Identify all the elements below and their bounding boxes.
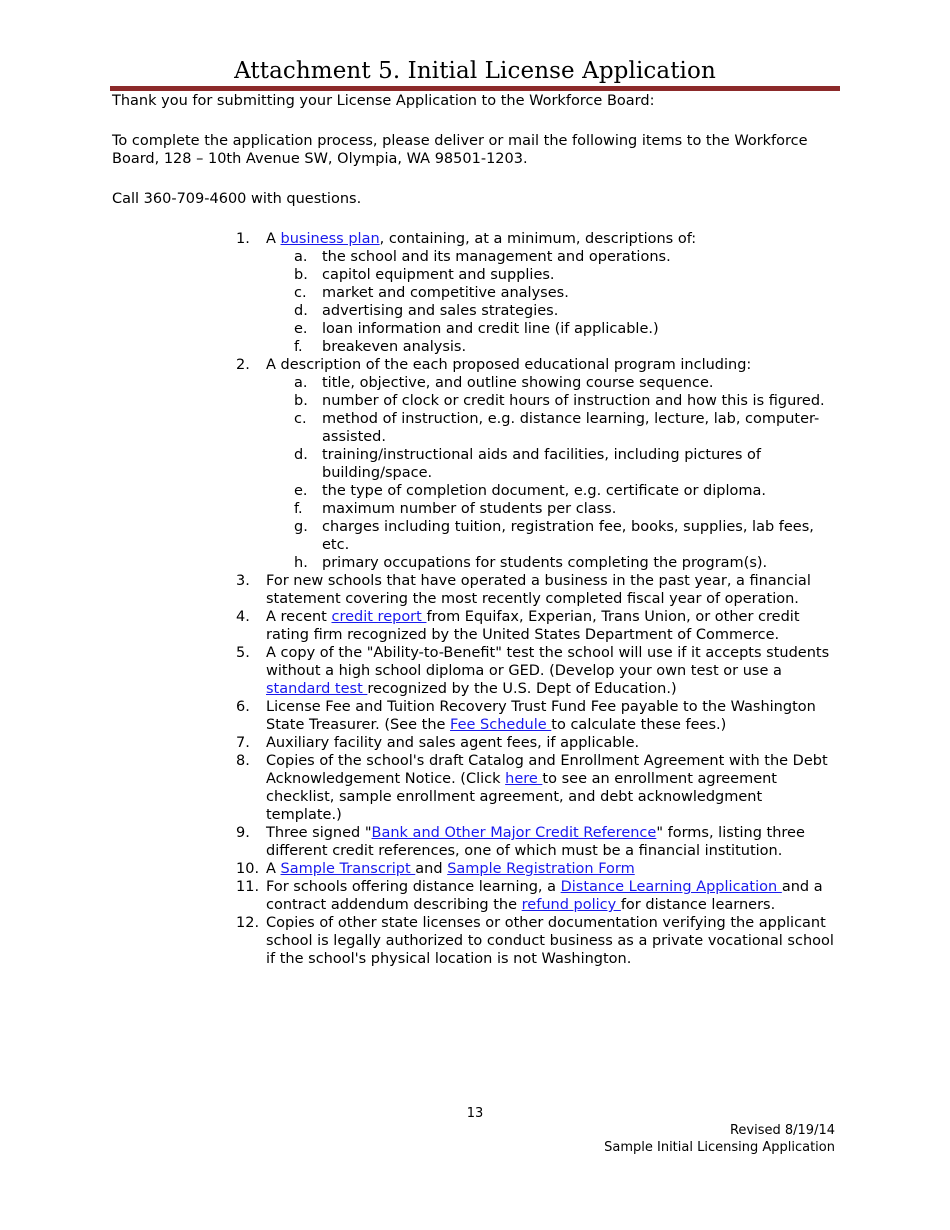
sub-list-item bbox=[0, 338, 950, 356]
document-link[interactable]: standard test bbox=[266, 681, 368, 697]
document-link[interactable]: Bank and Other Major Credit Reference bbox=[371, 825, 657, 841]
list-item-text-run: " forms, listing three different credit references, one of which must be a financial institution. bbox=[266, 825, 805, 859]
sub-list-item bbox=[0, 500, 950, 518]
list-item bbox=[0, 914, 950, 968]
footer-revised: Revised 8/19/14 bbox=[729, 1123, 835, 1138]
list-item-text bbox=[266, 860, 836, 878]
list-item-number: 2. bbox=[236, 357, 250, 373]
sub-list-item-text: the school and its management and operations. bbox=[322, 249, 671, 265]
list-item-text-run: A description of the each proposed educational program including: bbox=[266, 357, 752, 373]
sub-list-item-text: number of clock or credit hours of instruction and how this is figured. bbox=[322, 393, 825, 409]
list-item-text-run: A bbox=[266, 231, 281, 247]
sub-list-item-letter: c. bbox=[294, 411, 307, 427]
sub-list-item-text: training/instructional aids and facilities, including pictures of building/space. bbox=[322, 447, 761, 481]
sub-list-item bbox=[0, 266, 950, 284]
list-item-text-run: Copies of other state licenses or other documentation verifying the applicant school is legally authorized to conduct business as a private vocational school if the school's physical location is not Washington. bbox=[266, 915, 834, 967]
sub-list-item-letter: h. bbox=[294, 555, 308, 571]
list-item bbox=[0, 644, 950, 698]
sub-list-item bbox=[0, 320, 950, 338]
sub-list-item bbox=[0, 518, 950, 554]
sub-list-item bbox=[0, 410, 950, 446]
list-item-number: 4. bbox=[236, 609, 250, 625]
intro-thanks: Thank you for submitting your License Application to the Workforce Board: bbox=[112, 93, 655, 109]
list-item bbox=[0, 572, 950, 608]
sub-list-item-letter: e. bbox=[294, 483, 308, 499]
sub-list-item-letter: d. bbox=[294, 303, 308, 319]
sub-list-item-text: charges including tuition, registration fee, books, supplies, lab fees, etc. bbox=[322, 519, 814, 553]
sub-list-item-text: maximum number of students per class. bbox=[322, 501, 617, 517]
list-item-number: 1. bbox=[236, 231, 250, 247]
list-item bbox=[0, 878, 950, 914]
sub-list-item bbox=[0, 284, 950, 302]
list-item-text-run: Copies of the school's draft Catalog and Enrollment Agreement with the Debt Acknowledgement Notice. (Click bbox=[266, 753, 828, 787]
sub-list-item-text: capitol equipment and supplies. bbox=[322, 267, 555, 283]
list-item-text bbox=[266, 698, 836, 734]
list-item bbox=[0, 824, 950, 860]
sub-list-item-letter: e. bbox=[294, 321, 308, 337]
list-item bbox=[0, 752, 950, 824]
list-item-text-run: License Fee and Tuition Recovery Trust Fund Fee payable to the Washington State Treasurer. (See the bbox=[266, 699, 816, 733]
sub-list-item bbox=[0, 374, 950, 392]
sub-list-item-letter: g. bbox=[294, 519, 308, 535]
list-item-text bbox=[266, 230, 836, 248]
page-number: 13 bbox=[466, 1106, 484, 1121]
sub-list-item-text: market and competitive analyses. bbox=[322, 285, 569, 301]
list-item-number: 7. bbox=[236, 735, 250, 751]
list-item-text bbox=[266, 752, 836, 824]
list-item-number: 9. bbox=[236, 825, 250, 841]
list-item-text-run: to see an enrollment agreement checklist, sample enrollment agreement, and debt acknowledgment template.) bbox=[266, 771, 777, 823]
list-item-text-run: , containing, at a minimum, descriptions of: bbox=[379, 231, 697, 247]
list-item-text bbox=[266, 734, 836, 752]
list-item bbox=[0, 356, 950, 374]
sub-list-item-letter: f. bbox=[294, 501, 303, 517]
list-item bbox=[0, 230, 950, 248]
document-link[interactable]: business plan bbox=[280, 231, 380, 247]
document-link[interactable]: Sample Registration Form bbox=[447, 861, 635, 877]
footer-document-name: Sample Initial Licensing Application bbox=[604, 1140, 835, 1155]
sub-list-item-text: breakeven analysis. bbox=[322, 339, 467, 355]
document-link[interactable]: Distance Learning Application bbox=[560, 879, 782, 895]
sub-list-item-letter: d. bbox=[294, 447, 308, 463]
sub-list-item bbox=[0, 482, 950, 500]
requirements-list bbox=[0, 230, 950, 968]
sub-list-item-text: advertising and sales strategies. bbox=[322, 303, 559, 319]
sub-list-item-text: the type of completion document, e.g. certificate or diploma. bbox=[322, 483, 766, 499]
list-item-text-run: for distance learners. bbox=[620, 897, 776, 913]
list-item-text bbox=[266, 356, 836, 374]
sub-list-item-letter: a. bbox=[294, 249, 308, 265]
document-link[interactable]: refund policy bbox=[521, 897, 621, 913]
sub-list-item bbox=[0, 446, 950, 482]
sub-list-item-text: title, objective, and outline showing course sequence. bbox=[322, 375, 714, 391]
list-item-text-run: recognized by the U.S. Dept of Education.) bbox=[367, 681, 677, 697]
intro-deliver: To complete the application process, please deliver or mail the following items to the Workforce Board, 128 – 10th Avenue SW, Olympia, WA 98501-1203. bbox=[112, 133, 808, 167]
list-item-number: 11. bbox=[236, 879, 260, 895]
list-item bbox=[0, 860, 950, 878]
list-item-text bbox=[266, 644, 836, 698]
list-item-text bbox=[266, 914, 836, 968]
list-item-text bbox=[266, 608, 836, 644]
list-item-text-run: Auxiliary facility and sales agent fees, if applicable. bbox=[266, 735, 640, 751]
list-item-text-run: For schools offering distance learning, a bbox=[266, 879, 561, 895]
list-item-text bbox=[266, 572, 836, 608]
list-item-text-run: to calculate these fees.) bbox=[551, 717, 727, 733]
list-item-number: 6. bbox=[236, 699, 250, 715]
document-link[interactable]: Fee Schedule bbox=[450, 717, 552, 733]
sub-list-item bbox=[0, 248, 950, 266]
list-item-text bbox=[266, 824, 836, 860]
sub-list-item-text: loan information and credit line (if applicable.) bbox=[322, 321, 659, 337]
sub-list-item-letter: c. bbox=[294, 285, 307, 301]
title-rule bbox=[110, 86, 840, 91]
list-item-number: 8. bbox=[236, 753, 250, 769]
list-item-number: 12. bbox=[236, 915, 260, 931]
list-item-text bbox=[266, 878, 836, 914]
sub-list-item-text: method of instruction, e.g. distance learning, lecture, lab, computer-assisted. bbox=[322, 411, 820, 445]
sub-list-item-text: primary occupations for students completing the program(s). bbox=[322, 555, 768, 571]
page-title: Attachment 5. Initial License Application bbox=[234, 58, 716, 84]
document-link[interactable]: credit report bbox=[331, 609, 427, 625]
list-item-text-run: A copy of the "Ability-to-Benefit" test the school will use if it accepts students without a high school diploma or GED. (Develop your own test or use a bbox=[266, 645, 830, 679]
sub-list-item-letter: b. bbox=[294, 393, 308, 409]
sub-list-item-letter: a. bbox=[294, 375, 308, 391]
list-item-text-run: and bbox=[415, 861, 448, 877]
sub-list-item-letter: f. bbox=[294, 339, 303, 355]
document-link[interactable]: Sample Transcript bbox=[280, 861, 416, 877]
list-item-text-run: Three signed " bbox=[266, 825, 372, 841]
list-item bbox=[0, 698, 950, 734]
sub-list-item-letter: b. bbox=[294, 267, 308, 283]
document-link[interactable]: here bbox=[505, 771, 543, 787]
sub-list-item bbox=[0, 392, 950, 410]
list-item-number: 5. bbox=[236, 645, 250, 661]
list-item-text-run: For new schools that have operated a business in the past year, a financial statement covering the most recently completed fiscal year of operation. bbox=[266, 573, 811, 607]
sub-list-item bbox=[0, 302, 950, 320]
sub-list-item bbox=[0, 554, 950, 572]
intro-call: Call 360-709-4600 with questions. bbox=[112, 191, 362, 207]
list-item-number: 10. bbox=[236, 861, 260, 877]
list-item-text-run: and a contract addendum describing the bbox=[266, 879, 823, 913]
list-item-text-run: A recent bbox=[266, 609, 332, 625]
list-item bbox=[0, 608, 950, 644]
list-item-text-run: from Equifax, Experian, Trans Union, or other credit rating firm recognized by the United States Department of Commerce. bbox=[266, 609, 800, 643]
list-item-text-run: A bbox=[266, 861, 281, 877]
list-item-number: 3. bbox=[236, 573, 250, 589]
list-item bbox=[0, 734, 950, 752]
